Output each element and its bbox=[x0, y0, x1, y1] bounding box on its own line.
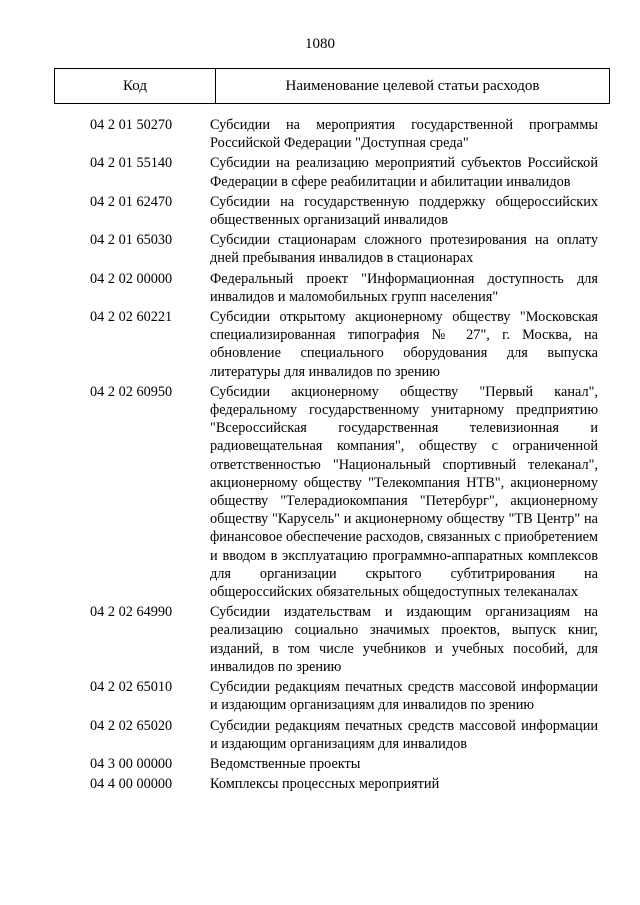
table-body bbox=[0, 116, 640, 795]
table-row bbox=[0, 383, 640, 601]
table-row bbox=[0, 116, 640, 152]
row-name: Субсидии издательствам и издающим организациям на реализацию социально значимых проектов, выпуск книг, изданий, в том числе учебников и учебных пособий, для инвалидов по зрению bbox=[210, 604, 598, 675]
row-code: 04 2 02 64990 bbox=[90, 604, 173, 621]
row-code: 04 2 01 55140 bbox=[90, 155, 173, 172]
table-row bbox=[0, 603, 640, 676]
table-row bbox=[0, 775, 640, 793]
row-name: Субсидии на мероприятия государственной программы Российской Федерации "Доступная среда" bbox=[210, 117, 598, 152]
table-row bbox=[0, 717, 640, 753]
row-code: 04 4 00 00000 bbox=[90, 776, 173, 793]
row-name: Субсидии на государственную поддержку общероссийских общественных организаций инвалидов bbox=[210, 193, 598, 229]
row-code: 04 2 02 60221 bbox=[90, 309, 173, 326]
header-name: Наименование целевой статьи расходов bbox=[285, 77, 540, 94]
table-row bbox=[0, 755, 640, 773]
table-header bbox=[54, 68, 610, 104]
row-name: Комплексы процессных мероприятий bbox=[210, 776, 440, 793]
page-number: 1080 bbox=[305, 36, 335, 52]
row-code: 04 2 02 65010 bbox=[90, 679, 173, 696]
table-row bbox=[0, 270, 640, 306]
row-code: 04 2 02 60950 bbox=[90, 383, 173, 400]
row-code: 04 3 00 00000 bbox=[90, 755, 173, 772]
row-name: Ведомственные проекты bbox=[210, 755, 361, 772]
row-name: Субсидии стационарам сложного протезирования на оплату дней пребывания инвалидов в стационарах bbox=[210, 232, 598, 267]
row-code: 04 2 01 50270 bbox=[90, 117, 173, 133]
row-name: Федеральный проект "Информационная доступность для инвалидов и маломобильных групп населения" bbox=[210, 270, 598, 305]
row-code: 04 2 02 65020 bbox=[90, 717, 173, 734]
header-code: Код bbox=[55, 69, 216, 103]
table-row bbox=[0, 193, 640, 229]
table-row bbox=[0, 308, 640, 381]
table-row bbox=[0, 154, 640, 190]
row-code: 04 2 01 62470 bbox=[90, 193, 173, 210]
row-code: 04 2 01 65030 bbox=[90, 232, 173, 249]
row-code: 04 2 02 00000 bbox=[90, 270, 173, 287]
row-name: Субсидии редакциям печатных средств массовой информации и издающим организациям для инвалидов по зрению bbox=[210, 679, 598, 714]
table-row bbox=[0, 678, 640, 714]
row-name: Субсидии редакциям печатных средств массовой информации и издающим организациям для инвалидов bbox=[210, 717, 598, 752]
row-name: Субсидии акционерному обществу "Первый канал", федеральному государственному унитарному предприятию "Всероссийская государственная телевизионная и радиовещательная компания", обществу с ограниченной ответственностью "Национальный спортивный телеканал", акционерному обществу "Телекомпания НТВ", акционерному обществу "Телерадиокомпания "Петербург", акционерному обществу "Карусель" и акционерному обществу "ТВ Центр" на финансовое обеспечение расходов, связанных с приобретением и вводом в эксплуатацию программно-аппаратных комплексов для организации скрытого субтитрирования на общероссийских обязательных общедоступных телеканалах bbox=[210, 383, 598, 601]
table-row bbox=[0, 231, 640, 267]
row-name: Субсидии на реализацию мероприятий субъектов Российской Федерации в сфере реабилитации и абилитации инвалидов bbox=[210, 155, 598, 190]
row-name: Субсидии открытому акционерному обществу "Московская специализированная типография № 27", г. Москва, на обновление специального оборудования для выпуска литературы для инвалидов по зрению bbox=[210, 309, 598, 380]
